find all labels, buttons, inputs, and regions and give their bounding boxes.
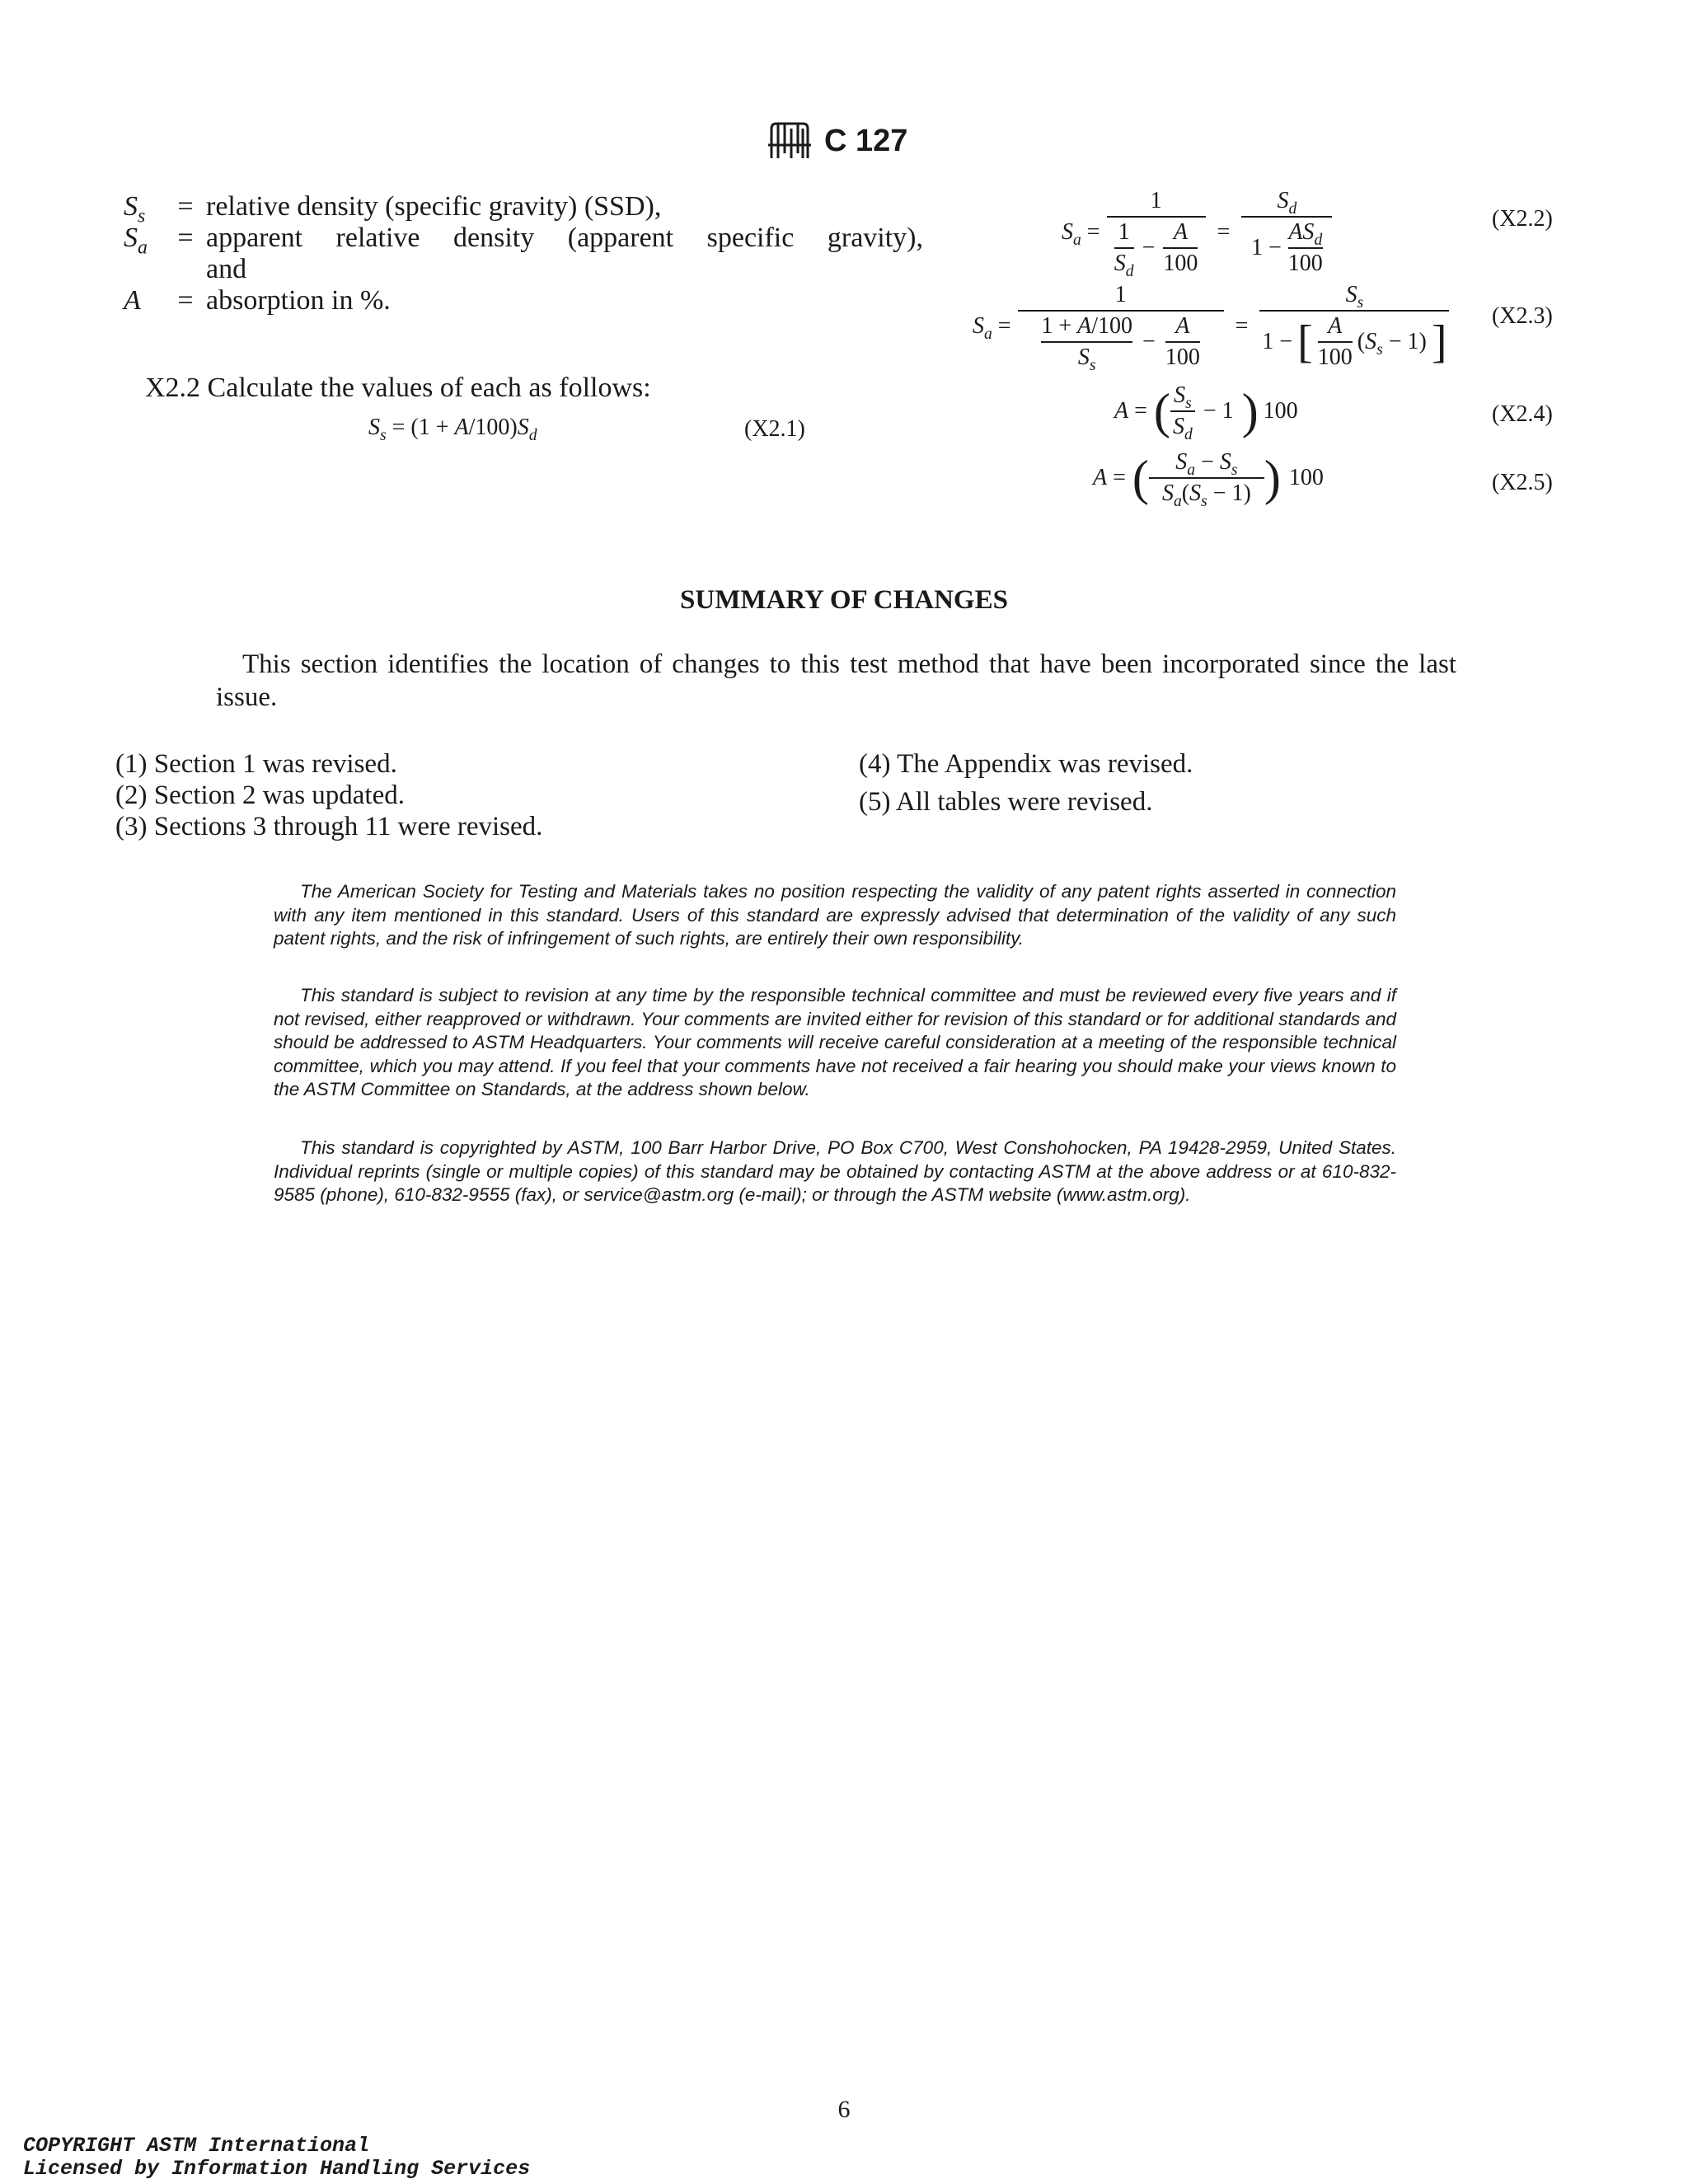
equation-x2-1: $S_s = (1 + A/100)S_d$ [368,415,537,444]
change-item: (5) All tables were revised. [859,787,1153,817]
change-item: (1) Section 1 was revised. [115,749,397,779]
astm-logo-icon [767,120,813,166]
equals-sign: = [177,223,194,253]
equation-x2-2: $S_a$ = 1 $\frac{1}{S_d}$ − $\frac{A}{100}$ = $S_d$ 1 − $\frac{AS_d}{100}$ [1062,188,1332,277]
equation-x2-4: A = ( $\frac{S_s}{S_d}$ − 1 ) 100 [1114,382,1298,443]
change-item: (2) Section 2 was updated. [115,780,405,810]
definition-text: absorption in %. [206,285,391,316]
section-title: SUMMARY OF CHANGES [680,585,1008,615]
revision-notice: This standard is subject to revision at any time by the responsible technical committee and must be reviewed every five years and if not revised, either reapproved or withdrawn. Your comments are invited either for revision of this standard or for additional standards and should be addressed to ASTM Headquarters. Your comments will receive careful consideration at a meeting of the responsible technical committee, which you may attend. If you feel that your comments have not received a fair hearing you should make your views known to the ASTM Committee on Standards, at the address shown below. [274,985,1396,1099]
change-item: (4) The Appendix was revised. [859,749,1193,779]
paragraph-x2-2: X2.2 Calculate the values of each as follows: [145,373,651,403]
equation-label: (X2.4) [1492,401,1553,427]
equation-label: (X2.1) [744,416,805,442]
change-item: (3) Sections 3 through 11 were revised. [115,812,543,841]
equals-sign: = [177,285,194,316]
definition-text: relative density (specific gravity) (SSD), [206,191,662,222]
equation-x2-3: $S_a$ = 1 $\frac{1 + A/100}{S_s}$ − $\frac{A}{100}$ = $S_s$ 1 − [ $\frac{A}{100}$ $(S_s - 1)$ ] [973,282,1449,371]
definition-symbol: A [124,285,141,316]
definition-symbol: $S_a$ [124,223,148,259]
copyright-notice: This standard is copyrighted by ASTM, 100 Barr Harbor Drive, PO Box C700, West Conshohocken, PA 19428-2959, United States. Individual reprints (single or multiple copies) of this standard may be obtained by contacting ASTM at the above address or at 610-832-9585 (phone), 610-832-9555 (fax), or service@astm.org (e-mail); or through the ASTM website (www.astm.org). [274,1137,1396,1205]
standard-designation: C 127 [824,124,908,158]
page-number: 6 [837,2096,851,2123]
summary-intro: This section identifies the location of changes to this test method that have been incorporated since the last issue. [216,649,1456,712]
equation-x2-5: A = ( $\frac{S_a - S_s}{S_a(S_s - 1)}$ ) 100 [1093,449,1324,510]
definition-symbol: $S_s$ [124,191,146,227]
equals-sign: = [177,191,194,222]
definition-text: apparent relative density (apparent specific gravity), [206,223,923,253]
equation-label: (X2.2) [1492,206,1553,232]
footer-license: COPYRIGHT ASTM International Licensed by Information Handling Services [23,2134,531,2181]
equation-label: (X2.5) [1492,470,1553,495]
equation-label: (X2.3) [1492,303,1553,329]
patent-disclaimer: The American Society for Testing and Materials takes no position respecting the validity of any patent rights asserted in connection with any item mentioned in this standard. Users of this standard are expressly advised that determination of the validity of any such patent rights, and the risk of infringement of such rights, are entirely their own responsibility. [274,881,1396,949]
